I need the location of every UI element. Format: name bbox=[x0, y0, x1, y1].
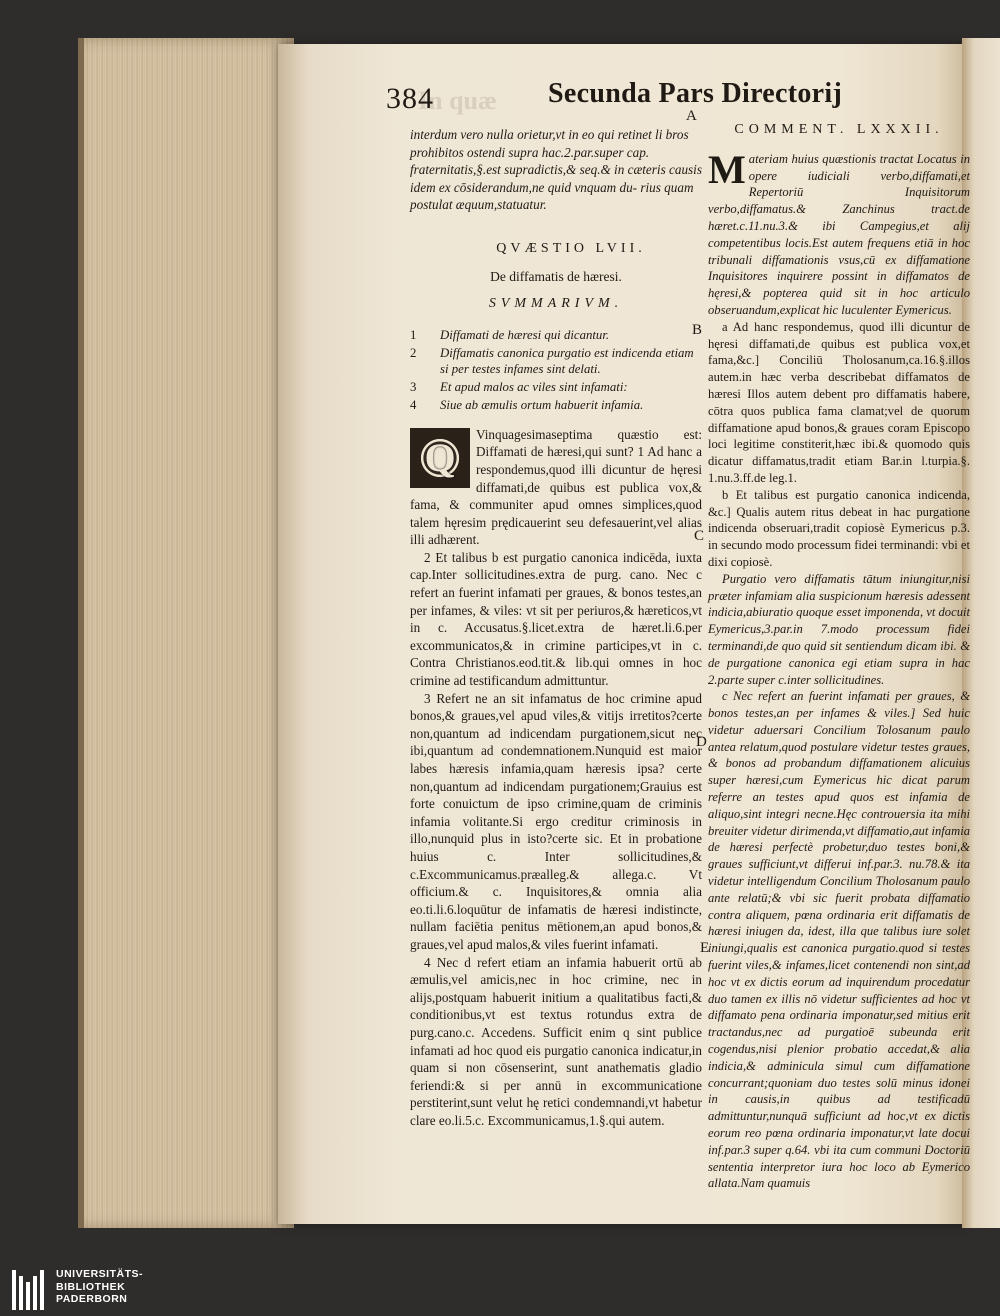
margin-letter-b: B bbox=[692, 322, 703, 338]
library-name-line1: UNIVERSITÄTS- bbox=[56, 1268, 144, 1280]
library-name-line2: BIBLIOTHEK bbox=[56, 1280, 126, 1293]
library-stamp-bar bbox=[0, 1266, 1000, 1316]
comment-paragraph: b Et talibus est purgatio canonica indicenda, &c.] Qualis autem ritus debeat in hac purgatione indicenda obseruari,tradit copiosè Eymericus p.3. in secundo modo processum fidei terminandi: vbi et dixi copiosè. bbox=[708, 487, 970, 569]
body-paragraph: 2 Et talibus b est purgatio canonica indicēda, iuxta cap.Inter sollicitudines.extra de purg. cano. Nec c refert an fuerint infamati per graues, & bonos testes,an per infames, & viles: vt sit per periuros,& hæreticos,vt in c. Accusatus.§.licet.extra de hæret.li.6.per excommunicatos,& in crimine participes,vt in c. Contra Christianos.eod.tit.& lib.qui omnes in hoc crimine ad testificandum admittuntur. bbox=[410, 549, 702, 689]
summary-item bbox=[410, 397, 702, 414]
question-title: QVÆSTIO LVII. bbox=[496, 240, 646, 256]
decorated-initial: Q bbox=[410, 428, 470, 488]
intro-text: interdum vero nulla orietur,vt in eo qui retinet li bros prohibitos ostendi supra hac.2.par.super cap. fraternitatis,§.est supradictis,& seq.& in cæteris causis idem ex cōsiderandum,ne quid vnquam du- rius quam postulat æquum,statuatur. bbox=[410, 127, 702, 213]
body-paragraph: Vinquagesimaseptima quæstio est: Diffamati de hæresi,qui sunt? 1 Ad hanc a respondemus,quod illi dicuntur de hęresi diffamati,de quibus est publica vox,& fama, & communiter apud omnes simplices,quod talem hęresim prędicauerint seu defesauerint,vel alias illi adhærent. bbox=[410, 426, 702, 548]
summary-item bbox=[410, 379, 702, 396]
question-body bbox=[410, 426, 705, 1130]
right-column bbox=[708, 122, 970, 1192]
summary-item-number: 2 bbox=[410, 345, 417, 360]
library-logo-text bbox=[56, 1268, 143, 1306]
comment-paragraph: c Nec refert an fuerint infamati per graues, & bonos testes,an per infames & viles.] Sed huic videtur aduersari Concilium Tolosanum paulo antea relatum,quod postulare videtur testes graues, & bonos ad probandum diffamationem alicuius super hæresi,cum Eymericus hic dicat parum referre an testes apud quos est infamia de aliquo,sint integri necne.Hęc controuersia ita mihi breuiter videtur dirimenda,vt diffamatio,aut infamia de hæresi perfectè probetur,duo testes boni,& graues sufficiunt,vt differui inf.par.3. nu.78.& ita videtur intelligendum Concilium Tholosanum paulo ante relatū;& vbi sic fuerit probata diffamatio contra aliquem, pœna ordinaria erit diffamatis de hæresi iniugen da, idest, illa que talibus iure solet iniungi,qualis est canonica purgatio.quod si testes fuerint viles,& infames,licet contenendi non sint,ad hoc vt ex dictis eorum ad inquirendum procedatur duo tamen ex illis nō videtur sufficientes ad hoc vt diffamato pena ordinaria imponatur,sed mitius erit tractandus,nec ad purgatioē subeunda erit cogendus,nisi plenior probatio accedat,& alia indicia,& adminicula simul cum diffamatione concurrant;quoniam duo testes solū minus idonei in causis,in quibus ad testificadū admittuntur,nunquā sufficiunt ad hoc,vt ex dictis eorum reo pœna ordinaria imponatur,vt late docui inf.par.3 super q.64. vbi ita cum communi Doctoriū sententia interpretor iura hoc loco ab Eymerico allata.Nam quamuis bbox=[708, 689, 970, 1191]
summary-list bbox=[410, 327, 702, 414]
summary-item-text: Siue ab æmulis ortum habuerit infamia. bbox=[440, 397, 644, 412]
summary-item-text: Diffamati de hæresi qui dicantur. bbox=[440, 327, 610, 342]
running-head: Secunda Pars Directorij bbox=[548, 78, 843, 109]
body-paragraph: 3 Refert ne an sit infamatus de hoc crimine apud bonos,& graues,vel apud viles,& vitijs irretitos?certe non,quantum ad indicendam purgationem,sicut nec ibi,quantum ad condemnationem.Nunquid est maior labes hæresis infamia,quam hæresis ipsa? certe non,quantum ad indicendam purgationem;Grauius est forte conuictum de ipso crimine,quam de criminis infamia volitante.Si ergo creditur criminosis in illo,nunquid plus in isto?certe sic. Et in probatione huius c. Inter sollicitudines,& c.Excommunicamus.præalleg.& allega.c. Vt officium.& c. Inquisitores,& omnia alia eo.ti.li.6.loquūtur de infamatis de hæresi indistincte, nullam faciētia penitus mētionem,an apud bonos,& graues,vel apud malos,& viles fuerint infamati. bbox=[410, 690, 702, 952]
bleed-through-text: In quæ bbox=[418, 86, 497, 115]
comment-paragraph: a Ad hanc respondemus, quod illi dicuntur de hęresi diffamati,de quibus est publica vox,et fama,&c.] Conciliū Tholosanum,ca.16.§.illos autem.in hæc verba describebat diffamatos de hæresi Illos autem debent pro diffamatis habere, cōtra quos publica fama clamat;vel de quorum diffamatione apud bonos,& graues coram Episcopo loci legitime constiterit,hæc ibi.& quomodo quis dicatur diffamatus,tradit etiam Bar.in l.turpia.§. 1.nu.3.ff.de leg.1. bbox=[708, 319, 970, 485]
comment-paragraph: ateriam huius quæstionis tractat Locatus in opere iudiciali verbo,diffamati,et Repertoriū Inquisitorum verbo,diffamatus.& Zanchinus tract.de hæret.c.11.nu.3.& ibi Campegius,et alij competentibus locis.Est autem frequens etiā in hoc tribunali diffamationis vsus,cū ex diffamatione Inquisitores inquirere possint in diffamatos de hęresi,& popterea quid sit in hoc articulo obseruandum,explicat hic luculenter Eymericus. bbox=[708, 151, 970, 317]
comment-paragraph: Purgatio vero diffamatis tātum iniungitur,nisi præter infamiam alia suspicionum hæresis adessent indicia,abiuratio quoque esset imponenda, vt docuit Eymericus,3.par.in 7.modo processum fidei terminandi,de quo quid sit sentiendum dicam ibi. & de purgatione canonica egi etiam supra in hac 2.parte super c.inter sollicitudines. bbox=[708, 571, 970, 687]
question-subtitle: De diffamatis de hæresi. bbox=[490, 268, 622, 284]
summary-item-number: 3 bbox=[410, 380, 417, 395]
margin-letter-c: C bbox=[694, 528, 705, 544]
summarium-label: SVMMARIVM. bbox=[488, 296, 624, 312]
margin-letter-a: A bbox=[686, 108, 697, 124]
summary-item-text: Diffamatis canonica purgatio est indicenda etiam si per testes infames sint delati. bbox=[440, 345, 694, 377]
left-column bbox=[410, 126, 705, 1129]
summary-item-number: 4 bbox=[410, 397, 417, 412]
comment-title: COMMENT. LXXXII. bbox=[734, 122, 944, 137]
summary-item bbox=[410, 345, 702, 379]
page-number: 384 bbox=[386, 82, 434, 115]
margin-letter-e: E bbox=[700, 940, 710, 956]
library-name-line3: PADERBORN bbox=[56, 1293, 128, 1305]
summary-item-number: 1 bbox=[410, 327, 417, 342]
library-logo-icon bbox=[12, 1270, 48, 1310]
summary-item-text: Et apud malos ac viles sint infamati: bbox=[440, 380, 628, 395]
summary-item bbox=[410, 327, 702, 344]
body-paragraph: 4 Nec d refert etiam an infamia habuerit ortū ab æmulis,vel amicis,nec in hoc crimine, nec in alijs,postquam habuerit initium a qualitatibus facti,& conditionibus,vt est textus rotundus extra de purg.cano.c. Accedens. Sufficit enim q sint publice infamati ad hoc quod eis purgatio canonica indicatur,in quam si non cōsenserint, sunt anathematis gladio feriendi:& si per annū in excommunicatione perstiterint,sunt velut hę retici condemnandi,vt habetur clare eo.li.5.c. Excommunicamus,1.§.qui autem. bbox=[410, 954, 702, 1128]
comment-initial: M bbox=[708, 146, 746, 192]
margin-letter-d: D bbox=[696, 734, 707, 750]
book-fore-edge bbox=[78, 38, 294, 1228]
